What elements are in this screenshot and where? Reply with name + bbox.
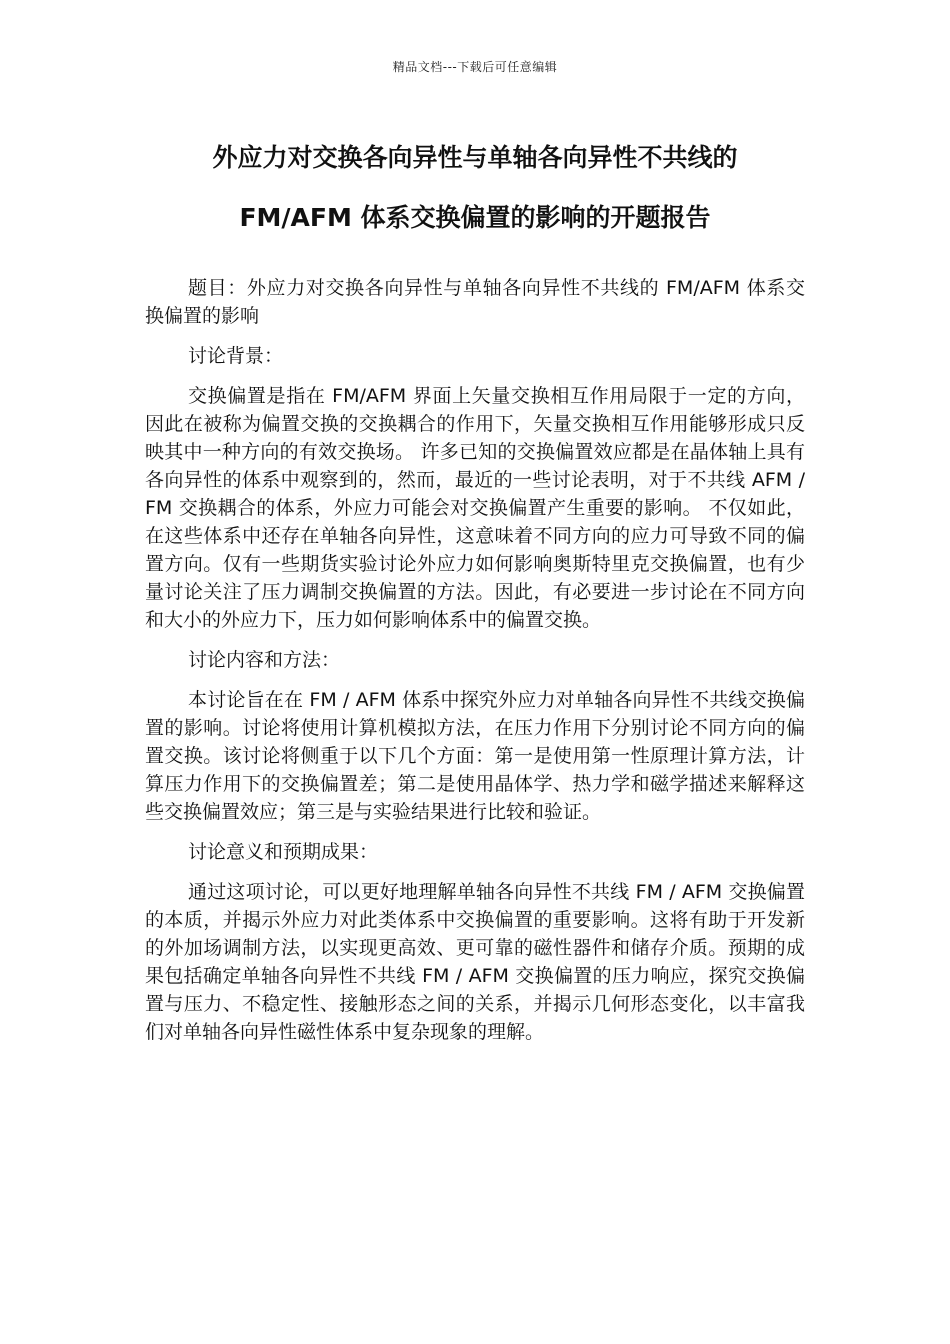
content-methods-paragraph: 本讨论旨在在 FM / AFM 体系中探究外应力对单轴各向异性不共线交换偏置的影响。讨论将使用计算机模拟方法，在压力作用下分别讨论不同方向的偏置交换。该讨论将侧重于以下几个方面：第一是使用第一性原理计算方法，计算压力作用下的交换偏置差；第二是使用晶体学、热力学和磁学描述来解释这些交换偏置效应；第三是与实验结果进行比较和验证。 — [145, 689, 805, 823]
section-heading-significance: 讨论意义和预期成果： — [188, 841, 379, 863]
document-title-line-1: 外应力对交换各向异性与单轴各向异性不共线的 — [212, 143, 738, 172]
document-title-line-2: FM/AFM 体系交换偏置的影响的开题报告 — [239, 203, 711, 232]
section-heading-background: 讨论背景： — [188, 345, 284, 367]
header-note: 精品文档---下载后可任意编辑 — [392, 60, 558, 74]
document-body — [145, 274, 805, 1058]
background-paragraph: 交换偏置是指在 FM/AFM 界面上矢量交换相互作用局限于一定的方向，因此在被称为偏置交换的交换耦合的作用下，矢量交换相互作用能够形成只反映其中一种方向的有效交换场。 许多已知的交换偏置效应都是在晶体轴上具有各向异性的体系中观察到的，然而，最近的一些讨论表明，对于不共线 AFM / FM 交换耦合的体系，外应力可能会对交换偏置产生重要的影响。 不仅如此，在这些体系中还存在单轴各向异性，这意味着不同方向的应力可导致不同的偏置方向。仅有一些期货实验讨论外应力如何影响奥斯特里克交换偏置，也有少量讨论关注了压力调制交换偏置的方法。因此，有必要进一步讨论在不同方向和大小的外应力下，压力如何影响体系中的偏置交换。 — [145, 385, 805, 631]
section-heading-content-methods: 讨论内容和方法： — [188, 649, 341, 671]
significance-paragraph: 通过这项讨论，可以更好地理解单轴各向异性不共线 FM / AFM 交换偏置的本质，并揭示外应力对此类体系中交换偏置的重要影响。这将有助于开发新的外加场调制方法，以实现更高效、更可靠的磁性器件和储存介质。预期的成果包括确定单轴各向异性不共线 FM / AFM 交换偏置的压力响应，探究交换偏置与压力、不稳定性、接触形态之间的关系，并揭示几何形态变化，以丰富我们对单轴各向异性磁性体系中复杂现象的理解。 — [145, 881, 805, 1043]
topic-paragraph: 题目：外应力对交换各向异性与单轴各向异性不共线的 FM/AFM 体系交换偏置的影响 — [145, 277, 805, 327]
